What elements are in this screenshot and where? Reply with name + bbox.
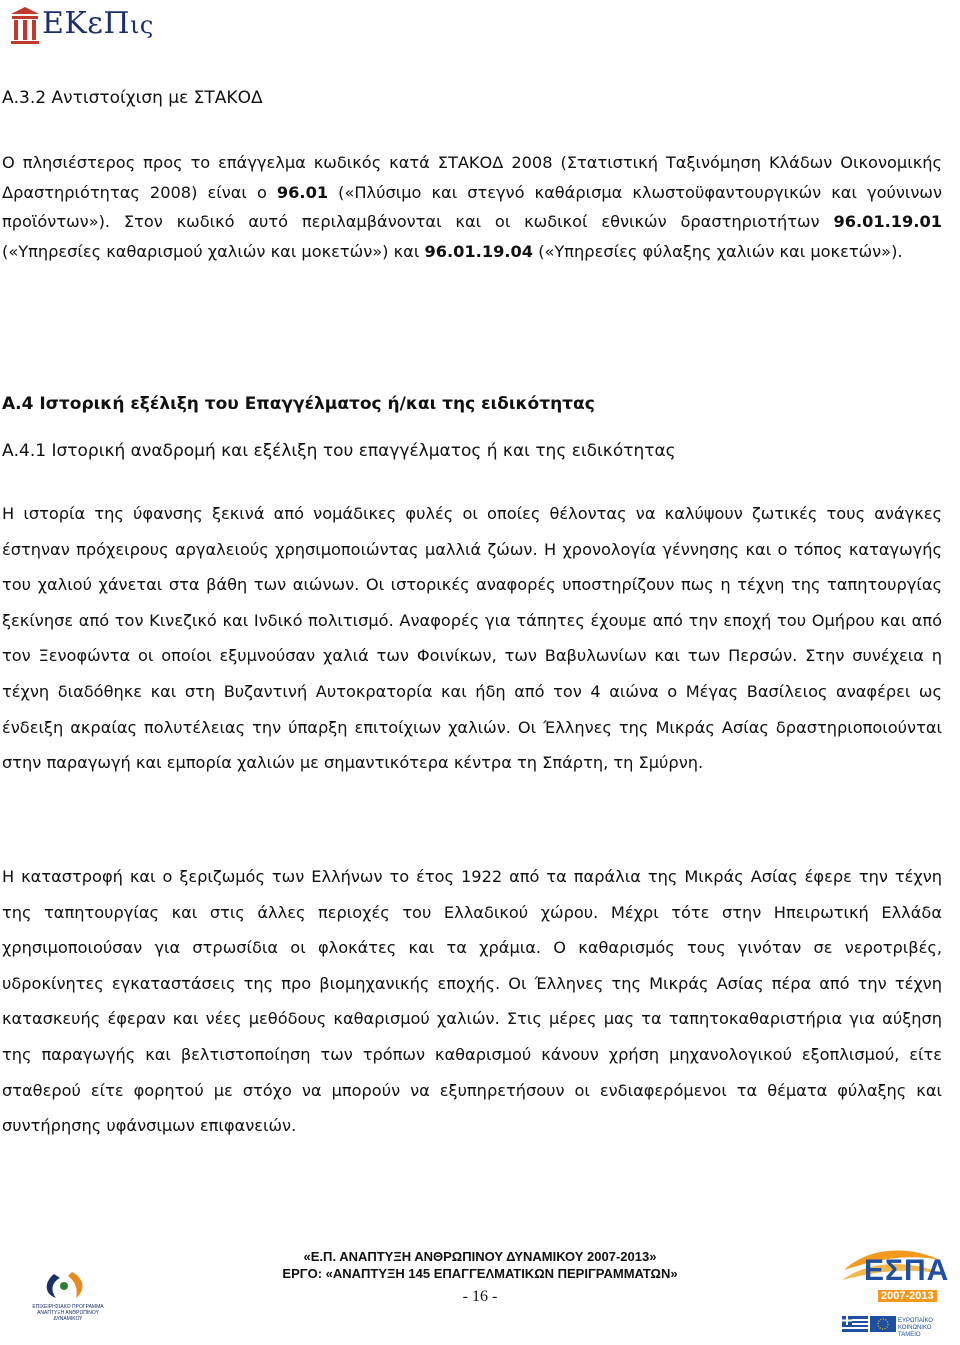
footer-line-2: ΕΡΓΟ: «ΑΝΑΠΤΥΞΗ 145 ΕΠΑΓΓΕΛΜΑΤΙΚΩΝ ΠΕΡΙΓΡΑΜΜΑΤΩΝ» [282, 1266, 678, 1281]
paragraph-stakod: Ο πλησιέστερος προς το επάγγελμα κωδικός κατά ΣΤΑΚΟΔ 2008 (Στατιστική Ταξινόμηση Κλάδων Οικονομικής Δραστηριότητας 2008) είναι ο 96.01 («Πλύσιμο και στεγνό καθάρισμα κλωστοϋφαντουργικών και γούνινων προϊόντων»). Στον κωδικό αυτό περιλαμβάνονται και οι κωδικοί εθνικών δραστηριοτήτων 96.01.19.01 («Υπηρεσίες καθαρισμού χαλιών και μοκετών») και 96.01.19.04 («Υπηρεσίες φύλαξης χαλιών και μοκετών»). [2, 153, 942, 261]
page-footer [180, 1248, 780, 1306]
espa-title: ΕΣΠΑ [864, 1254, 950, 1287]
espa-years: 2007-2013 [878, 1290, 937, 1302]
left-logo-caption: ΕΠΙΧΕΙΡΗΣΙΑΚΟ ΠΡΟΓΡΑΜΜΑ ΑΝΑΠΤΥΞΗ ΑΝΘΡΩΠΙΝΟΥ ΔΥΝΑΜΙΚΟΥ [32, 1304, 104, 1322]
code-96-01: 96.01 [276, 182, 329, 202]
eu-flag-icon [870, 1316, 896, 1332]
section-heading-a32: Α.3.2 Αντιστοίχιση με ΣΤΑΚΟΔ [2, 88, 263, 108]
espa-fund-caption: ΕΥΡΩΠΑΪΚΟ ΚΟΙΝΩΝΙΚΟ ΤΑΜΕΙΟ [898, 1318, 933, 1338]
paragraph-history-2: Η καταστροφή και ο ξεριζωμός των Ελλήνων το έτος 1922 από τα παράλια της Μικράς Ασίας έφερε την τέχνη της ταπητουργίας και στις άλλες περιοχές του Ελλαδικού χώρου. Μέχρι τότε στην Ηπειρωτική Ελλάδα χρησιμοποιούσαν για στρωσίδια οι φλοκάτες και τα χράμια. Ο καθαρισμός τους γινόταν σε νεροτριβές, υδροκίνητες εγκαταστάσεις της προ βιομηχανικής εποχής. Οι Έλληνες της Μικράς Ασίας πέρα από την τέχνη κατασκευής έφεραν και νέες μεθόδους καθαρισμού χαλιών. Στις μέρες μας τα ταπητοκαθαριστήρια για αύξηση της παραγωγής και βελτιστοποίηση των τρόπων καθαρισμού κάνουν χρήση μηχανολογικού εξοπλισμού, είτε σταθερού είτε φορητού με στόχο να μπορούν να εξυπηρετήσουν οι ενδιαφερόμενοι τα θέματα φύλαξης και συντήρησης υφάνσιμων επιφανειών. [2, 867, 942, 1136]
greek-flag-icon [842, 1316, 868, 1332]
code-96-01-19-01: 96.01.19.01 [833, 212, 942, 231]
operational-programme-logo [14, 1268, 124, 1328]
columns-logo-icon [8, 6, 42, 46]
logo-text: ΕΚεΠις [42, 6, 154, 41]
code-96-01-19-04: 96.01.19.04 [424, 241, 534, 261]
section-heading-a4: Α.4 Ιστορική εξέλιξη του Επαγγέλματος ή/και της ειδικότητας [2, 394, 595, 414]
page-number: - 16 - [462, 1288, 498, 1305]
ekepis-logo [8, 2, 158, 46]
espa-logo [840, 1240, 952, 1340]
footer-line-1: «Ε.Π. ΑΝΑΠΤΥΞΗ ΑΝΘΡΩΠΙΝΟΥ ΔΥΝΑΜΙΚΟΥ 2007-2013» [303, 1249, 657, 1264]
paragraph-history-1: Η ιστορία της ύφανσης ξεκινά από νομάδικες φυλές οι οποίες θέλοντας να καλύψουν ζωτικές τους ανάγκες έστηναν πρόχειρους αργαλειούς χρησιμοποιώντας μαλλιά ζώων. Η χρονολογία γέννησης και ο τόπος καταγωγής του χαλιού χάνεται στα βάθη των αιώνων. Οι ιστορικές αναφορές υποστηρίζουν πως η τέχνη της ταπητουργίας ξεκίνησε από τον Κινεζικό και Ινδικό πολιτισμό. Αναφορές για τάπητες έχουμε από την εποχή του Ομήρου και από τον Ξενοφώντα οι οποίοι εξυμνούσαν χαλιά των Φοινίκων, των Βαβυλωνίων και των Περσών. Στην συνέχεια η τέχνη διαδόθηκε και στη Βυζαντινή Αυτοκρατορία και ήδη από τον 4 αιώνα ο Μέγας Βασίλειος αναφέρει ως ένδειξη ακραίας πολυτέλειας την ύπαρξη επιτοίχιων χαλιών. Οι Έλληνες της Μικράς Ασίας δραστηριοποιούνται στην παραγωγή και εμπορία χαλιών με σημαντικότερα κέντρα τη Σπάρτη, τη Σμύρνη. [2, 504, 942, 773]
section-heading-a41: Α.4.1 Ιστορική αναδρομή και εξέλιξη του επαγγέλματος ή και της ειδικότητας [2, 441, 676, 461]
